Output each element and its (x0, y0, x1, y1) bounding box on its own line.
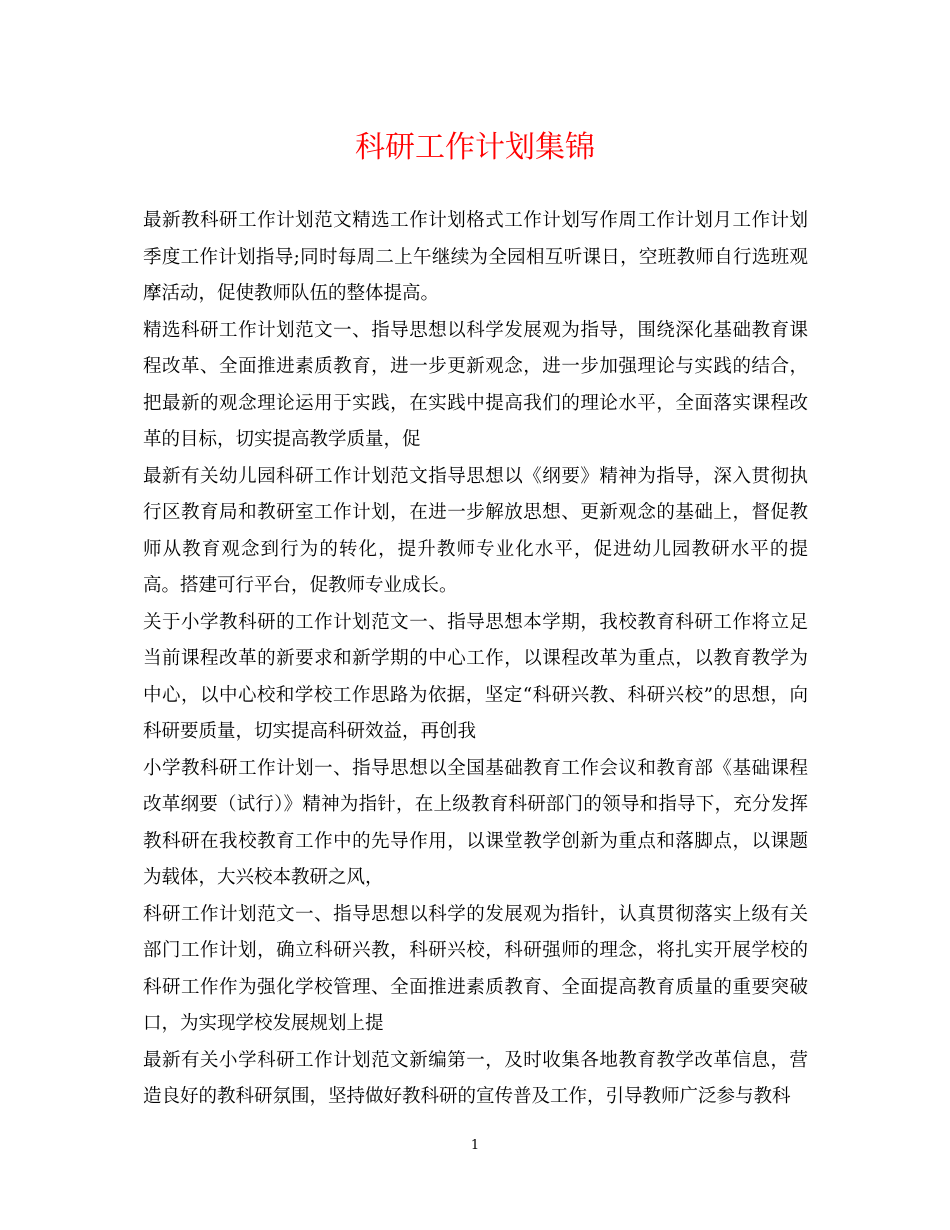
paragraph: 科研工作计划范文一、指导思想以科学的发展观为指针，认真贯彻落实上级有关部门工作计划，确立科研兴教，科研兴校，科研强师的理念，将扎实开展学校的科研工作作为强化学校管理、全面推进素质教育、全面提高教育质量的重要突破口，为实现学校发展规划上提 (143, 903, 808, 1034)
page-number: 1 (470, 1138, 480, 1153)
document-body (143, 203, 808, 1116)
paragraph: 关于小学教科研的工作计划范文一、指导思想本学期，我校教育科研工作将立足当前课程改革的新要求和新学期的中心工作，以课程改革为重点，以教育教学为中心，以中心校和学校工作思路为依据，坚定“科研兴教、科研兴校”的思想，向科研要质量，切实提高科研效益，再创我 (143, 611, 808, 742)
paragraph: 精选科研工作计划范文一、指导思想以科学发展观为指导，围绕深化基础教育课程改革、全面推进素质教育，进一步更新观念，进一步加强理论与实践的结合，把最新的观念理论运用于实践，在实践中提高我们的理论水平，全面落实课程改革的目标，切实提高教学质量，促 (143, 319, 808, 450)
paragraph: 最新教科研工作计划范文精选工作计划格式工作计划写作周工作计划月工作计划季度工作计划指导;同时每周二上午继续为全园相互听课日，空班教师自行选班观摩活动，促使教师队伍的整体提高。 (143, 210, 808, 304)
document-title: 科研工作计划集锦 (355, 130, 595, 165)
paragraph: 最新有关小学科研工作计划范文新编第一，及时收集各地教育教学改革信息，营造良好的教科研氛围，坚持做好教科研的宣传普及工作，引导教师广泛参与教科 (143, 1049, 808, 1107)
paragraph: 小学教科研工作计划一、指导思想以全国基础教育工作会议和教育部《基础课程改革纲要（试行）》精神为指针，在上级教育科研部门的领导和指导下，充分发挥教科研在我校教育工作中的先导作用，以课堂教学创新为重点和落脚点，以课题为载体，大兴校本教研之风， (143, 757, 808, 888)
paragraph: 最新有关幼儿园科研工作计划范文指导思想以《纲要》精神为指导，深入贯彻执行区教育局和教研室工作计划，在进一步解放思想、更新观念的基础上，督促教师从教育观念到行为的转化，提升教师专业化水平，促进幼儿园教研水平的提高。搭建可行平台，促教师专业成长。 (143, 465, 808, 596)
